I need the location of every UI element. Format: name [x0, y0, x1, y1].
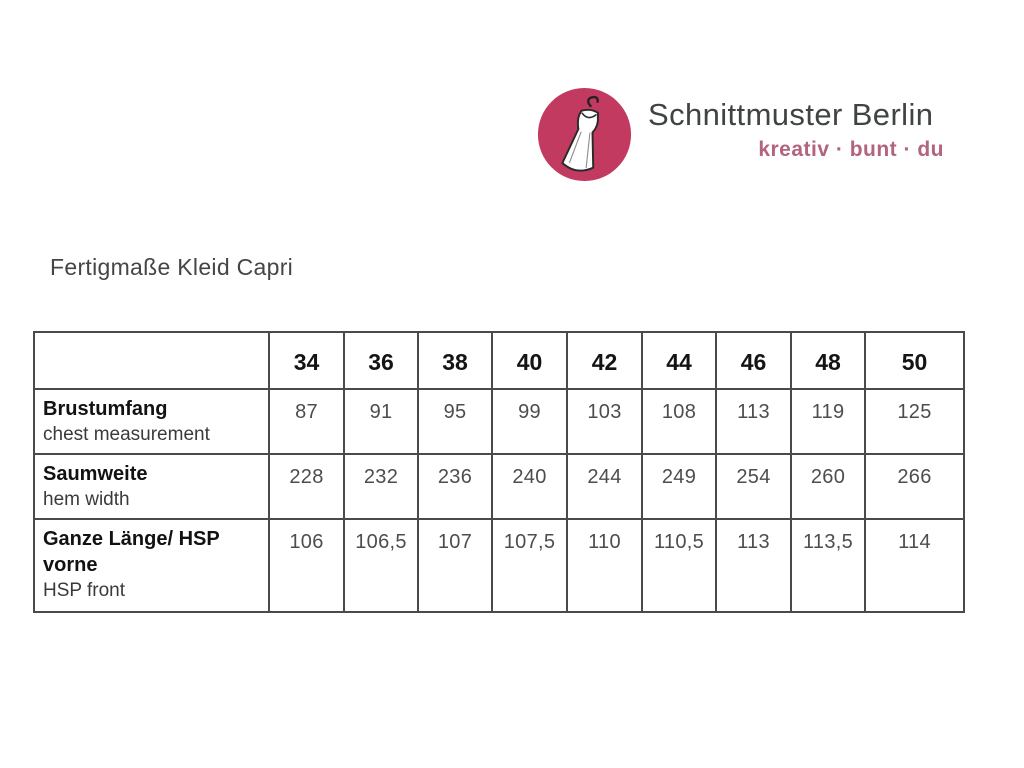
measurement-value-cell: 99 — [492, 389, 567, 454]
size-table-body — [34, 389, 964, 612]
measurement-value-cell: 108 — [642, 389, 716, 454]
measurement-value-cell: 236 — [418, 454, 492, 519]
measurement-value-cell: 106,5 — [344, 519, 418, 612]
size-header-cell: 34 — [269, 332, 344, 389]
size-header-cell: 48 — [791, 332, 865, 389]
size-table-wrapper — [33, 331, 965, 613]
measurement-value-cell: 107 — [418, 519, 492, 612]
size-header-cell: 44 — [642, 332, 716, 389]
size-table-header-row — [34, 332, 964, 389]
size-header-cell: 42 — [567, 332, 642, 389]
measurement-value-cell: 110 — [567, 519, 642, 612]
measurement-value-cell: 113 — [716, 389, 791, 454]
measurement-value-cell: 249 — [642, 454, 716, 519]
size-table-corner-cell — [34, 332, 269, 389]
measurement-value-cell: 113,5 — [791, 519, 865, 612]
measurement-label-cell — [34, 454, 269, 519]
measurement-label-en: chest measurement — [43, 424, 210, 445]
dress-on-hanger-icon — [536, 86, 633, 183]
size-header-cell: 38 — [418, 332, 492, 389]
brand-header — [536, 86, 944, 183]
measurement-value-cell: 125 — [865, 389, 964, 454]
measurement-label-en: HSP front — [43, 580, 126, 601]
measurement-label-de: Brustumfang — [43, 398, 168, 420]
measurement-value-cell: 107,5 — [492, 519, 567, 612]
measurement-label-cell — [34, 389, 269, 454]
measurement-value-cell: 266 — [865, 454, 964, 519]
measurement-value-cell: 103 — [567, 389, 642, 454]
measurement-value-cell: 113 — [716, 519, 791, 612]
size-header-cell: 46 — [716, 332, 791, 389]
brand-text-block — [648, 86, 944, 162]
measurement-value-cell: 106 — [269, 519, 344, 612]
size-header-cell: 50 — [865, 332, 964, 389]
measurement-value-cell: 91 — [344, 389, 418, 454]
measurement-label-cell — [34, 519, 269, 612]
size-table — [33, 331, 965, 613]
page-title: Fertigmaße Kleid Capri — [50, 254, 294, 280]
measurement-value-cell: 228 — [269, 454, 344, 519]
measurement-value-cell: 260 — [791, 454, 865, 519]
measurement-value-cell: 110,5 — [642, 519, 716, 612]
brand-name: Schnittmuster Berlin — [648, 97, 934, 132]
table-row — [34, 454, 964, 519]
measurement-value-cell: 114 — [865, 519, 964, 612]
measurement-value-cell: 95 — [418, 389, 492, 454]
measurement-label-de: Saumweite — [43, 463, 148, 485]
table-row — [34, 519, 964, 612]
size-header-cell: 40 — [492, 332, 567, 389]
table-row — [34, 389, 964, 454]
measurement-value-cell: 240 — [492, 454, 567, 519]
size-header-cell: 36 — [344, 332, 418, 389]
measurement-value-cell: 232 — [344, 454, 418, 519]
measurement-label-de: Ganze Länge/ HSP vorne — [43, 528, 220, 576]
measurement-value-cell: 254 — [716, 454, 791, 519]
measurement-label-en: hem width — [43, 489, 130, 510]
measurement-value-cell: 244 — [567, 454, 642, 519]
measurement-value-cell: 87 — [269, 389, 344, 454]
measurement-value-cell: 119 — [791, 389, 865, 454]
brand-tagline: kreativ · bunt · du — [758, 138, 944, 161]
